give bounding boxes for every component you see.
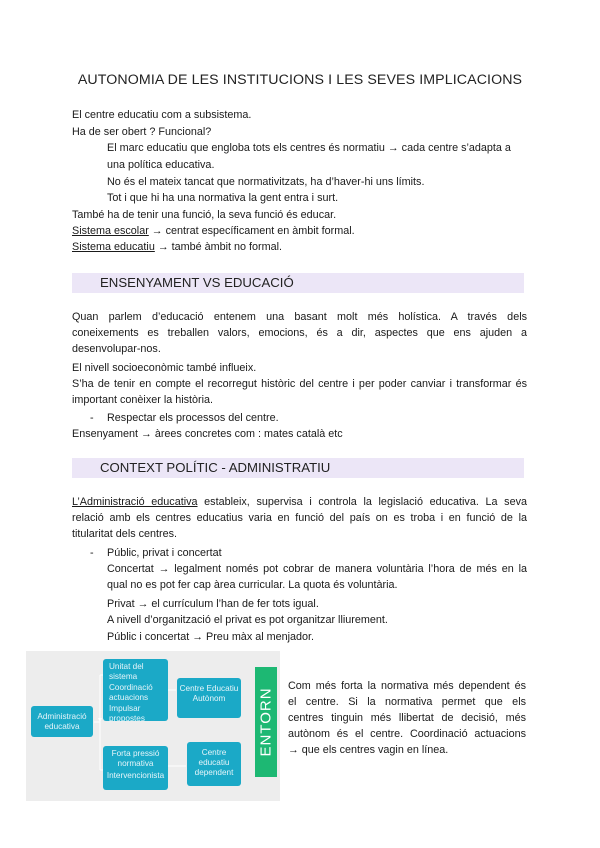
intro-line-4: una política educativa. (107, 159, 215, 171)
section2-public-concertat: Públic i concertat → Preu màx al menjador. (107, 631, 315, 643)
section2-p1-row-1-rest: estableix, supervisa i controla la legislació educativa. La seva (197, 496, 527, 508)
diagram-explanation-row-3: centres tinguin més llibertat de decisió, més (288, 712, 526, 724)
intro-line-6: Tot i que hi ha una normativa la gent entra i surt. (107, 192, 339, 204)
term-administracio-educativa: L’Administració educativa (72, 496, 198, 508)
section1-bullet: Respectar els processos del centre. (107, 412, 279, 424)
section1-p3-row-2: important conèixer la història. (72, 394, 214, 406)
intro-line-3: El marc educatiu que engloba tots els centres és normatiu → cada centre s’adapta a (107, 142, 511, 154)
intro-line-5: No és el mateix tancat que normativitzats, ha d’haver-hi uns límits. (107, 176, 425, 188)
section1-p1-row-1: Quan parlem d’educació entenem una basant molt més holística. A través dels (72, 311, 527, 323)
box-dependencia-factors (103, 746, 168, 790)
box-forta-pressio: Forta pressió normativa (111, 749, 160, 768)
intro-line-1: El centre educatiu com a subsistema. (72, 109, 252, 121)
box-centre-dependent-text: Centre educatiu dependent (194, 748, 234, 777)
section2-concertat-row-2: qual no es pot fer cap àrea curricular. La quota és voluntària. (107, 579, 398, 591)
intro-line-2: Ha de ser obert ? Funcional? (72, 126, 212, 138)
section2-bullet: Públic, privat i concertat (107, 547, 222, 559)
section-heading-context-text: CONTEXT POLÍTIC - ADMINISTRATIU (100, 460, 331, 475)
box-coordinacio: Coordinació actuacions (109, 683, 153, 702)
diagram-explanation-row-1: Com més forta la normativa més dependent és (288, 680, 526, 692)
page-title: AUTONOMIA DE LES INSTITUCIONS I LES SEVES IMPLICACIONS (77, 72, 523, 88)
intro-line-8-rest: → centrat específicament en àmbit formal. (148, 225, 355, 237)
diagram-explanation-row-2: el centre. Si la normativa permet que els (288, 696, 526, 708)
box-centre-dependent (187, 742, 241, 786)
intro-line-9-rest: → també àmbit no formal. (154, 241, 283, 253)
diagram-explanation-row-5: → que els centres vagin en línea. (288, 744, 449, 756)
section1-p1-row-3: desenvolupar-nos. (72, 343, 161, 355)
box-autonomia-factors (103, 659, 168, 721)
section1-p1-row-2: coneixements es treballen valors, emocions, és a dir, aspectes que ens ajuden a (72, 327, 527, 339)
diagram-explanation (288, 678, 526, 758)
box-administracio-educativa-text: Administració educativa (37, 712, 87, 731)
entorn-bar (255, 667, 277, 777)
section2-concertat-row-1: Concertat → legalment només pot cobrar de manera voluntària l’hora de més en la (107, 563, 527, 575)
entorn-label: ENTORN (257, 687, 275, 757)
intro-line-7: També ha de tenir una funció, la seva funció és educar. (72, 209, 337, 221)
bullet-dash: - (90, 547, 94, 559)
section2-p1-row-2: relació amb els centres educatius varia en funció del país on es troba i en funció de la (72, 512, 527, 524)
term-sistema-escolar: Sistema escolar (72, 225, 149, 237)
section2-organitzacio: A nivell d’organització el privat es pot organitzar lliurement. (107, 614, 388, 626)
box-intervencionista: Intervencionista (106, 771, 165, 780)
box-centre-autonom-text: Centre Educatiu Autònom (179, 684, 239, 703)
section1-line-ensenyament: Ensenyament → àrees concretes com : mates català etc (72, 428, 343, 440)
term-sistema-educatiu: Sistema educatiu (72, 241, 155, 253)
section1-line-socioeconomic: El nivell socioeconòmic també influeix. (72, 362, 257, 374)
box-centre-autonom (177, 678, 241, 718)
box-administracio-educativa (31, 706, 93, 737)
section2-p1-row-3: titularitat dels centres. (72, 528, 178, 540)
section-heading-ensenyament-text: ENSENYAMENT VS EDUCACIÓ (100, 275, 294, 290)
diagram-explanation-row-4: autònom és el centre. Coordinació actuacions (288, 728, 526, 740)
box-unitat-sistema: Unitat del sistema (109, 662, 144, 681)
bullet-dash: - (90, 412, 94, 424)
box-impulsar: Impulsar propostes (109, 704, 145, 723)
section2-privat: Privat → el currículum l’han de fer tots igual. (107, 598, 319, 610)
section1-p3-row-1: S’ha de tenir en compte el recorregut històric del centre i per poder canviar i transformar és (72, 378, 527, 390)
